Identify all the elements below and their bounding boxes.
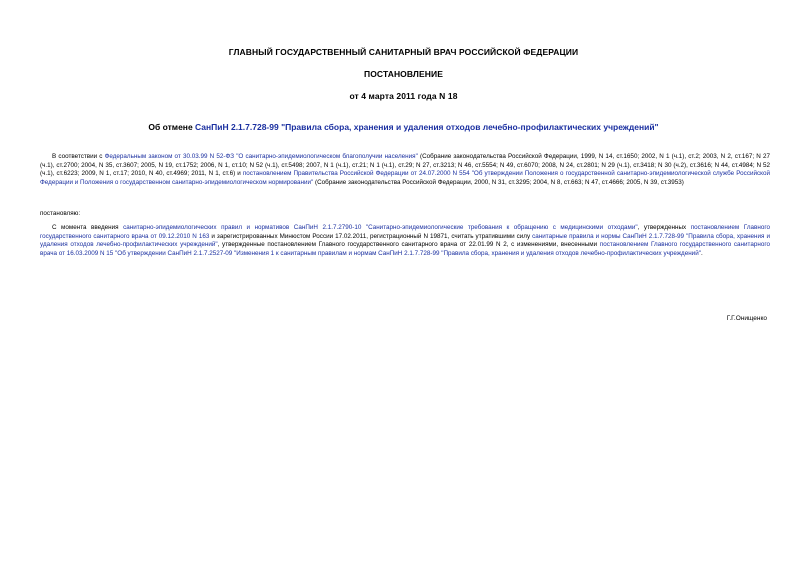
resolution-15-link[interactable]: постановлением Главного государственного санитарного врача от 16.03.2009 N 15 "Об утверждении СанПиН 2.1.7.2527-09 "Изменения 1 к санитарным правилам и нормам СанПиН 2.1.7.728-99 "Правила сбора, хранения и удаления отходов лечебно-профилактических учреждений" xyxy=(40,241,770,257)
decision-text-1: С момента введения xyxy=(52,224,124,231)
decision-text-4: , утвержденные постановлением Главного государственного санитарного врача от 22.01.99 N 2, с изменениями, внесенными xyxy=(217,241,600,249)
document-subject xyxy=(0,122,807,132)
government-resolution-link[interactable]: постановлением Правительства Российской Федерации от 24.07.2000 N 554 "Об утверждении Положения о государственной санитарно-эпидемиологической службе Российской Федерации и Положения о государственном санитарно-эпидемиологическом нормировании" xyxy=(40,170,770,186)
decision-text-3: и зарегистрированных Минюстом России 17.02.2011, регистрационный N 19871, считать утратившими силу xyxy=(209,232,533,240)
document-type: ПОСТАНОВЛЕНИЕ xyxy=(364,69,443,79)
issuing-authority: ГЛАВНЫЙ ГОСУДАРСТВЕННЫЙ САНИТАРНЫЙ ВРАЧ РОССИЙСКОЙ ФЕДЕРАЦИИ xyxy=(228,47,579,57)
resolved-label: постановляю: xyxy=(40,210,81,217)
signature: Г.Г.Онищенко xyxy=(726,315,767,322)
preamble-text-1: В соответствии с xyxy=(52,153,105,160)
preamble-text-2: (Собрание законодательства Российской Федерации, 1999, N 14, ст.1650; 2002, N 1 (ч.1), ст.2; 2003, N 2, ст.167; N 27 (ч.1), ст.2700; 2004, N 35, ст.3607; 2005, N 19, ст.1752; 2006, N 1, ст.10; N 52 (ч.1), ст.5498; 2007, N 1 (ч.1), ст.21; N 1 (ч.1), ст.29; N 27, ст.3213; N 46, ст.5554; N 49, ст.6070; 2008, N 24, ст.2801; N 29 (ч.1), ст.3418; N 30 (ч.2), ст.3616; N 44, ст.4984; N 52 (ч.1), ст.6223; 2009, N 1, ст.17; 2010, N 40, ст.4969; 2011, N 1, ст.6) и xyxy=(40,153,771,178)
decision-text-2: , утвержденных xyxy=(637,224,691,231)
resolution-163-link[interactable]: постановлением Главного государственного санитарного врача от 09.12.2010 N 163 xyxy=(40,224,770,240)
federal-law-link[interactable]: Федеральным законом от 30.03.99 N 52-ФЗ "О санитарно-эпидемиологическом благополучии населения" xyxy=(104,153,418,160)
document-date-number: от 4 марта 2011 года N 18 xyxy=(349,91,458,101)
subject-link[interactable]: СанПиН 2.1.7.728-99 "Правила сбора, хранения и удаления отходов лечебно-профилактических учреждений" xyxy=(195,122,659,132)
sanpin-728-link[interactable]: санитарные правила и нормы СанПиН 2.1.7.728-99 "Правила сбора, хранения и удаления отходов лечебно-профилактических учреждений" xyxy=(40,232,770,249)
sanpin-2790-link[interactable]: санитарно-эпидемиологических правил и нормативов СанПиН 2.1.7.2790-10 "Санитарно-эпидемиологические требования к обращению с медицинскими отходами" xyxy=(123,224,638,231)
subject-prefix: Об отмене xyxy=(148,122,196,132)
preamble-paragraph xyxy=(40,153,770,187)
decision-paragraph xyxy=(40,224,770,258)
decision-text-5: . xyxy=(700,249,703,257)
preamble-text-3: (Собрание законодательства Российской Федерации, 2000, N 31, ст.3295; 2004, N 8, ст.663; N 47, ст.4666; 2005, N 39, ст.3953) xyxy=(313,178,684,186)
